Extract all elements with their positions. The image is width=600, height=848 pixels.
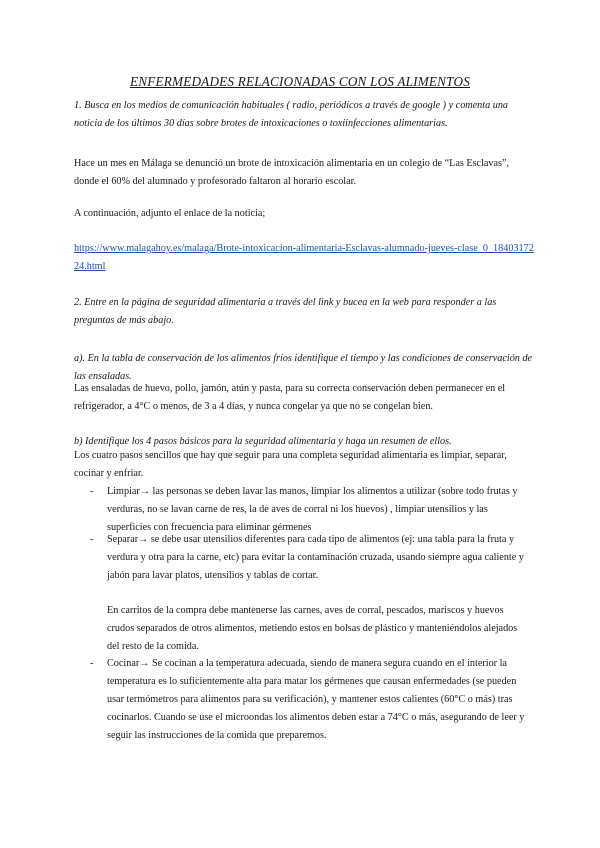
question-a: a). En la tabla de conservación de los alimentos fríos identifique el tiempo y las condiciones de conservación de las ensaladas. — [74, 353, 533, 382]
document-title: ENFERMEDADES RELACIONADAS CON LOS ALIMENTOS — [130, 74, 470, 89]
list-item-text: Separar→ se debe usar utensilios diferentes para cada tipo de alimentos (ej: una tabla para la fruta y verdura y otra para la carne, etc) para evitar la contaminación cruzada, usando siempre agua caliente y jabón para lavar platos, utensilios y tablas de cortar. — [107, 534, 524, 581]
question-1: 1. Busca en los medios de comunicación habituales ( radio, periódicos a través de google ) y comenta una noticia de los últimos 30 días sobre brotes de intoxicaciones o toxiinfecciones alimentarias. — [74, 100, 509, 129]
news-link[interactable]: https://www.malagahoy.es/malaga/Brote-intoxicacion-alimentaria-Esclavas-alumnado-jueves-clase_0_1840317224.html — [74, 243, 534, 272]
answer-a: Las ensaladas de huevo, pollo, jamón, atún y pasta, para su correcta conservación deben permanecer en el refrigerador, a 4°C o menos, de 3 a 4 días, y nunca congelar ya que no se congelan bien. — [74, 383, 506, 412]
question-2: 2. Entre en la página de seguridad alimentaria a través del link y bucea en la web para responder a las preguntas de más abajo. — [74, 297, 497, 326]
list-dash: - — [90, 486, 94, 497]
list-item-text: Limpiar→ las personas se deben lavar las manos, limpiar los alimentos a utilizar (sobre todo frutas y verduras, no se lavan carne de res, la de aves de corral ni los huevos) , limpiar utensilios y las superficies con frecuencia para eliminar gérmenes — [107, 486, 518, 533]
answer-1: Hace un mes en Málaga se denunció un brote de intoxicación alimentaria en un colegio de “Las Esclavas”, donde el 60% del alumnado y profesorado faltaron al horario escolar. — [74, 158, 510, 187]
list-dash: - — [90, 534, 94, 545]
list-item-text: En carritos de la compra debe mantenerse las carnes, aves de corral, pescados, mariscos y huevos crudos separados de otros alimentos, metiendo estos en bolsas de plástico y manteniéndolos alejados del resto de la comida. — [107, 605, 518, 652]
list-dash: - — [90, 658, 94, 669]
list-item-limpiar — [92, 483, 532, 537]
list-item-text: Cocinar→ Se cocinan a la temperatura adecuada, siendo de manera segura cuando en el interior la temperatura es lo suficientemente alta para matar los gérmenes que causan enfermedades (se pueden usar termómetros para alimentos para su verificación), y mantener estos calientes (60°C o más) tras cocinarlos. Cuando se use el microondas los alimentos deben estar a 74°C o más, asegurando de leer y seguir las instrucciones de la comida que preparemos. — [107, 658, 525, 741]
list-item-separar — [92, 531, 532, 585]
answer-b: Los cuatro pasos sencillos que hay que seguir para una completa seguridad alimentaria es limpiar, separar, cocinar y enfriar. — [74, 450, 507, 479]
link-intro: A continuación, adjunto el enlace de la noticia; — [74, 208, 266, 219]
list-item-separar-continued — [92, 602, 532, 656]
list-item-cocinar — [92, 655, 532, 745]
question-b: b) Identifique los 4 pasos básicos para la seguridad alimentaria y haga un resumen de ellos. — [74, 436, 452, 447]
